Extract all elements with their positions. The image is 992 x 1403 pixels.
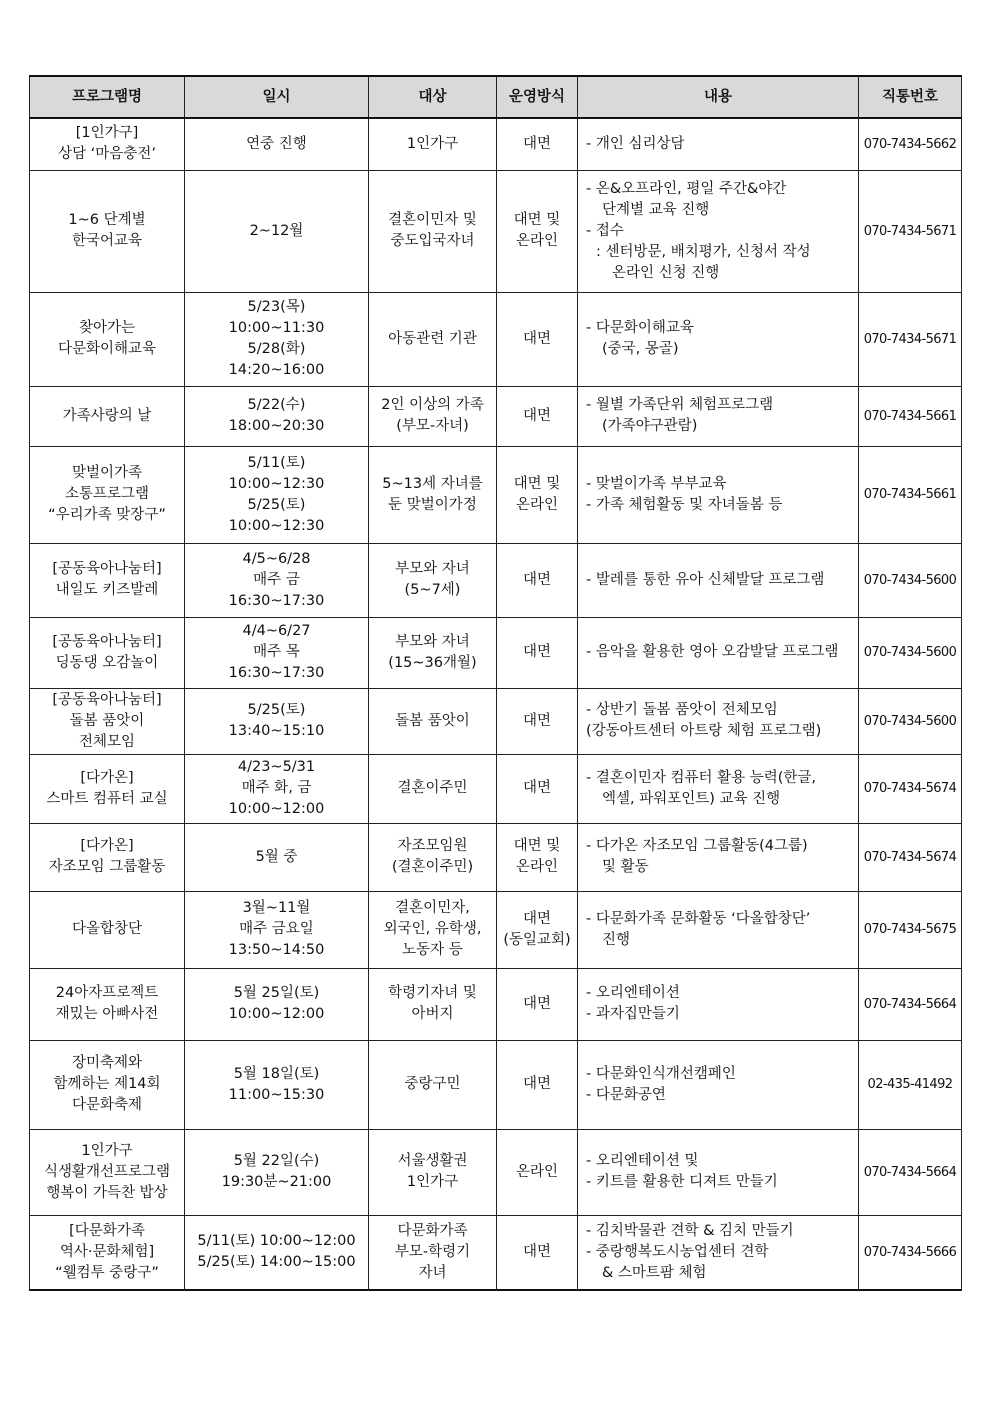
target-cell: 부모와 자녀 (15~36개월) xyxy=(369,617,497,688)
program-name-cell: [다문화가족 역사·문화체험] “웰컴투 중랑구” xyxy=(30,1215,185,1290)
target-cell: 결혼이민자, 외국인, 유학생, 노동자 등 xyxy=(369,891,497,968)
program-name-cell: [다가온] 스마트 컴퓨터 교실 xyxy=(30,754,185,823)
target-cell: 결혼이민자 및 중도입국자녀 xyxy=(369,170,497,292)
program-name-cell: [공동육아나눔터] 돌봄 품앗이 전체모임 xyxy=(30,688,185,754)
target-cell: 5~13세 자녀를 둔 맞벌이가정 xyxy=(369,446,497,543)
date-cell: 5/11(토) 10:00~12:30 5/25(토) 10:00~12:30 xyxy=(185,446,369,543)
table-row xyxy=(30,1215,962,1290)
date-cell: 5월 22일(수) 19:30분~21:00 xyxy=(185,1129,369,1215)
target-cell: 부모와 자녀 (5~7세) xyxy=(369,543,497,617)
target-cell: 2인 이상의 가족 (부모-자녀) xyxy=(369,386,497,446)
program-name-cell: 장미축제와 함께하는 제14회 다문화축제 xyxy=(30,1040,185,1129)
method-cell: 대면 xyxy=(497,688,578,754)
phone-cell: 070-7434-5600 xyxy=(859,688,962,754)
method-cell: 대면 및 온라인 xyxy=(497,823,578,891)
header-target: 대상 xyxy=(369,76,497,118)
phone-cell: 070-7434-5674 xyxy=(859,754,962,823)
target-cell: 결혼이주민 xyxy=(369,754,497,823)
phone-cell: 070-7434-5600 xyxy=(859,543,962,617)
program-name-cell: 다올합창단 xyxy=(30,891,185,968)
program-name-cell: [1인가구] 상담 ‘마음충전’ xyxy=(30,118,185,170)
program-name-cell: 맞벌이가족 소통프로그램 “우리가족 맞장구” xyxy=(30,446,185,543)
header-method: 운영방식 xyxy=(497,76,578,118)
content-cell: - 상반기 돌봄 품앗이 전체모임 (강동아트센터 아트랑 체험 프로그램) xyxy=(578,688,859,754)
header-program-name: 프로그램명 xyxy=(30,76,185,118)
date-cell: 연중 진행 xyxy=(185,118,369,170)
table-row xyxy=(30,292,962,386)
method-cell: 대면 및 온라인 xyxy=(497,446,578,543)
method-cell: 대면 xyxy=(497,543,578,617)
phone-cell: 070-7434-5600 xyxy=(859,617,962,688)
content-cell: - 오리엔테이션 - 과자집만들기 xyxy=(578,968,859,1040)
content-cell: - 맞벌이가족 부부교육 - 가족 체험활동 및 자녀돌봄 등 xyxy=(578,446,859,543)
content-cell: - 음악을 활용한 영아 오감발달 프로그램 xyxy=(578,617,859,688)
table-row xyxy=(30,1129,962,1215)
table-row xyxy=(30,446,962,543)
date-cell: 3월~11월 매주 금요일 13:50~14:50 xyxy=(185,891,369,968)
phone-cell: 070-7434-5664 xyxy=(859,968,962,1040)
table-row xyxy=(30,543,962,617)
header-phone: 직통번호 xyxy=(859,76,962,118)
target-cell: 돌봄 품앗이 xyxy=(369,688,497,754)
program-name-cell: [다가온] 자조모임 그룹활동 xyxy=(30,823,185,891)
method-cell: 대면 xyxy=(497,292,578,386)
phone-cell: 070-7434-5666 xyxy=(859,1215,962,1290)
phone-cell: 070-7434-5661 xyxy=(859,386,962,446)
phone-cell: 070-7434-5671 xyxy=(859,292,962,386)
phone-cell: 070-7434-5674 xyxy=(859,823,962,891)
method-cell: 대면 (동일교회) xyxy=(497,891,578,968)
date-cell: 5/22(수) 18:00~20:30 xyxy=(185,386,369,446)
header-content: 내용 xyxy=(578,76,859,118)
date-cell: 4/4~6/27 매주 목 16:30~17:30 xyxy=(185,617,369,688)
program-name-cell: 24아자프로젝트 재밌는 아빠사전 xyxy=(30,968,185,1040)
content-cell: - 다문화이해교육 (중국, 몽골) xyxy=(578,292,859,386)
program-name-cell: [공동육아나눔터] 딩동댕 오감놀이 xyxy=(30,617,185,688)
date-cell: 4/23~5/31 매주 화, 금 10:00~12:00 xyxy=(185,754,369,823)
date-cell: 5월 18일(토) 11:00~15:30 xyxy=(185,1040,369,1129)
content-cell: - 다가온 자조모임 그룹활동(4그룹) 및 활동 xyxy=(578,823,859,891)
target-cell: 1인가구 xyxy=(369,118,497,170)
method-cell: 대면 xyxy=(497,968,578,1040)
table-header-row xyxy=(30,76,962,118)
program-table xyxy=(29,75,962,1291)
method-cell: 대면 xyxy=(497,386,578,446)
table-row xyxy=(30,754,962,823)
phone-cell: 070-7434-5671 xyxy=(859,170,962,292)
content-cell: - 다문화가족 문화활동 ‘다올합창단’ 진행 xyxy=(578,891,859,968)
date-cell: 5/23(목) 10:00~11:30 5/28(화) 14:20~16:00 xyxy=(185,292,369,386)
target-cell: 아동관련 기관 xyxy=(369,292,497,386)
method-cell: 온라인 xyxy=(497,1129,578,1215)
table-row xyxy=(30,617,962,688)
table-row xyxy=(30,968,962,1040)
method-cell: 대면 xyxy=(497,754,578,823)
content-cell: - 다문화인식개선캠페인 - 다문화공연 xyxy=(578,1040,859,1129)
target-cell: 다문화가족 부모-학령기 자녀 xyxy=(369,1215,497,1290)
content-cell: - 개인 심리상담 xyxy=(578,118,859,170)
date-cell: 5월 25일(토) 10:00~12:00 xyxy=(185,968,369,1040)
target-cell: 학령기자녀 및 아버지 xyxy=(369,968,497,1040)
table-row xyxy=(30,688,962,754)
header-date: 일시 xyxy=(185,76,369,118)
content-cell: - 발레를 통한 유아 신체발달 프로그램 xyxy=(578,543,859,617)
target-cell: 서울생활권 1인가구 xyxy=(369,1129,497,1215)
phone-cell: 070-7434-5662 xyxy=(859,118,962,170)
content-cell: - 오리엔테이션 및 - 키트를 활용한 디져트 만들기 xyxy=(578,1129,859,1215)
program-name-cell: 1인가구 식생활개선프로그램 행복이 가득찬 밥상 xyxy=(30,1129,185,1215)
date-cell: 2~12월 xyxy=(185,170,369,292)
method-cell: 대면 xyxy=(497,1040,578,1129)
date-cell: 4/5~6/28 매주 금 16:30~17:30 xyxy=(185,543,369,617)
method-cell: 대면 xyxy=(497,617,578,688)
table-row xyxy=(30,170,962,292)
program-name-cell: 찾아가는 다문화이해교육 xyxy=(30,292,185,386)
method-cell: 대면 및 온라인 xyxy=(497,170,578,292)
target-cell: 자조모임원 (결혼이주민) xyxy=(369,823,497,891)
method-cell: 대면 xyxy=(497,118,578,170)
phone-cell: 02-435-41492 xyxy=(859,1040,962,1129)
table-row xyxy=(30,823,962,891)
content-cell: - 월별 가족단위 체험프로그램 (가족야구관람) xyxy=(578,386,859,446)
content-cell: - 온&오프라인, 평일 주간&야간 단계별 교육 진행 - 접수 : 센터방문, 배치평가, 신청서 작성 온라인 신청 진행 xyxy=(578,170,859,292)
table-row xyxy=(30,1040,962,1129)
program-name-cell: 가족사랑의 날 xyxy=(30,386,185,446)
date-cell: 5월 중 xyxy=(185,823,369,891)
phone-cell: 070-7434-5664 xyxy=(859,1129,962,1215)
phone-cell: 070-7434-5661 xyxy=(859,446,962,543)
content-cell: - 결혼이민자 컴퓨터 활용 능력(한글, 엑셀, 파워포인트) 교육 진행 xyxy=(578,754,859,823)
date-cell: 5/25(토) 13:40~15:10 xyxy=(185,688,369,754)
content-cell: - 김치박물관 견학 & 김치 만들기 - 중랑행복도시농업센터 견학 & 스마트팜 체험 xyxy=(578,1215,859,1290)
program-name-cell: 1~6 단계별 한국어교육 xyxy=(30,170,185,292)
table-row xyxy=(30,386,962,446)
program-name-cell: [공동육아나눔터] 내일도 키즈발레 xyxy=(30,543,185,617)
date-cell: 5/11(토) 10:00~12:00 5/25(토) 14:00~15:00 xyxy=(185,1215,369,1290)
target-cell: 중랑구민 xyxy=(369,1040,497,1129)
table-row xyxy=(30,891,962,968)
table-row xyxy=(30,118,962,170)
method-cell: 대면 xyxy=(497,1215,578,1290)
phone-cell: 070-7434-5675 xyxy=(859,891,962,968)
